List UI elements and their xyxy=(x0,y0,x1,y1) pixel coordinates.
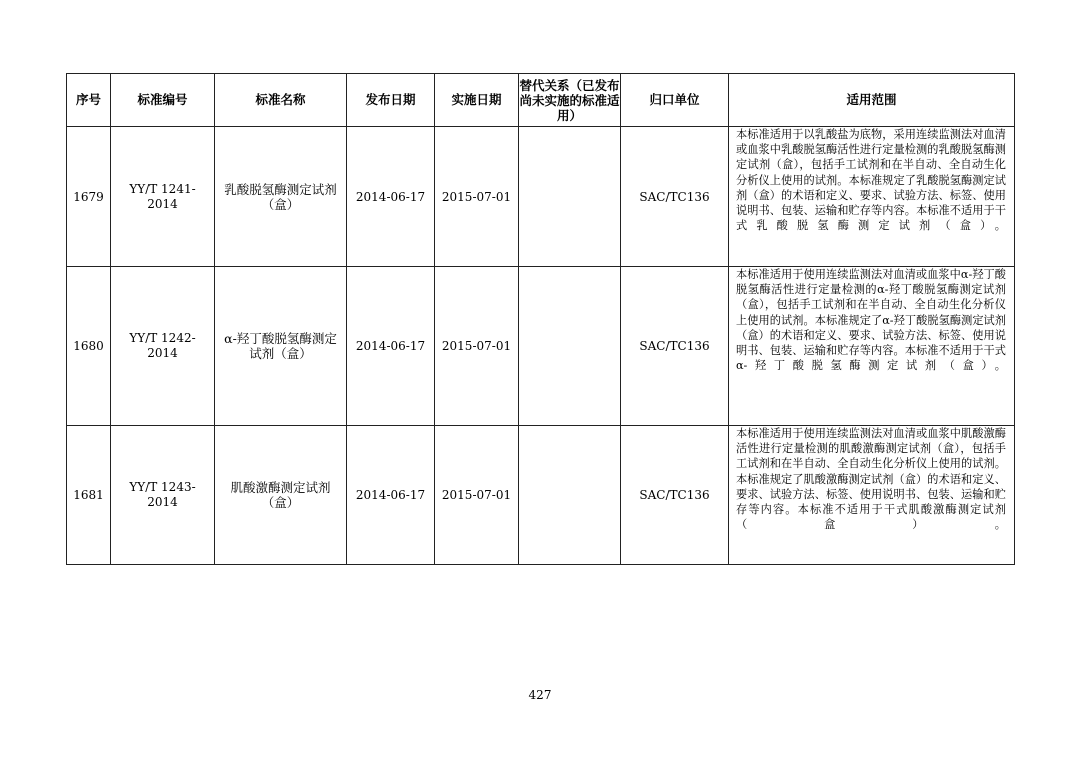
cell-seq: 1679 xyxy=(67,127,111,267)
cell-code: YY/T 1242-2014 xyxy=(111,267,215,426)
cell-scope: 本标准适用于使用连续监测法对血清或血浆中α-羟丁酸脱氢酶活性进行定量检测的α-羟丁酸脱氢酶测定试剂（盒），包括手工试剂和在半自动、全自动生化分析仪上使用的试剂。本标准规定了α-羟丁酸脱氢酶测定试剂（盒）的术语和定义、要求、试验方法、标签、使用说明书、包装、运输和贮存等内容。本标准不适用于干式α-羟丁酸脱氢酶测定试剂（盒）。 xyxy=(729,267,1015,426)
header-release-date: 发布日期 xyxy=(347,74,435,127)
cell-seq: 1680 xyxy=(67,267,111,426)
cell-name: 肌酸激酶测定试剂（盒） xyxy=(215,426,347,565)
cell-implement-date: 2015-07-01 xyxy=(435,426,519,565)
cell-unit: SAC/TC136 xyxy=(621,267,729,426)
header-scope: 适用范围 xyxy=(729,74,1015,127)
cell-seq: 1681 xyxy=(67,426,111,565)
header-unit: 归口单位 xyxy=(621,74,729,127)
cell-release-date: 2014-06-17 xyxy=(347,426,435,565)
header-name: 标准名称 xyxy=(215,74,347,127)
page-number: 427 xyxy=(528,688,552,702)
table-header-row xyxy=(67,74,1015,127)
cell-name: 乳酸脱氢酶测定试剂（盒） xyxy=(215,127,347,267)
header-replace: 替代关系（已发布尚未实施的标准适用） xyxy=(519,74,621,127)
cell-implement-date: 2015-07-01 xyxy=(435,127,519,267)
cell-replace xyxy=(519,426,621,565)
cell-unit: SAC/TC136 xyxy=(621,426,729,565)
cell-replace xyxy=(519,267,621,426)
header-implement-date: 实施日期 xyxy=(435,74,519,127)
table-row xyxy=(67,267,1015,426)
cell-name: α-羟丁酸脱氢酶测定试剂（盒） xyxy=(215,267,347,426)
standards-table xyxy=(66,73,1015,565)
cell-release-date: 2014-06-17 xyxy=(347,267,435,426)
table-row xyxy=(67,426,1015,565)
cell-scope: 本标准适用于使用连续监测法对血清或血浆中肌酸激酶活性进行定量检测的肌酸激酶测定试剂（盒），包括手工试剂和在半自动、全自动生化分析仪上使用的试剂。本标准规定了肌酸激酶测定试剂（盒）的术语和定义、要求、试验方法、标签、使用说明书、包装、运输和贮存等内容。本标准不适用于干式肌酸激酶测定试剂（盒）。 xyxy=(729,426,1015,565)
header-code: 标准编号 xyxy=(111,74,215,127)
cell-replace xyxy=(519,127,621,267)
cell-unit: SAC/TC136 xyxy=(621,127,729,267)
header-seq: 序号 xyxy=(67,74,111,127)
cell-code: YY/T 1243-2014 xyxy=(111,426,215,565)
cell-release-date: 2014-06-17 xyxy=(347,127,435,267)
table-row xyxy=(67,127,1015,267)
cell-scope: 本标准适用于以乳酸盐为底物，采用连续监测法对血清或血浆中乳酸脱氢酶活性进行定量检测的乳酸脱氢酶测定试剂（盒），包括手工试剂和在半自动、全自动生化分析仪上使用的试剂。本标准规定了乳酸脱氢酶测定试剂（盒）的术语和定义、要求、试验方法、标签、使用说明书、包装、运输和贮存等内容。本标准不适用于干式乳酸脱氢酶测定试剂（盒）。 xyxy=(729,127,1015,267)
cell-code: YY/T 1241-2014 xyxy=(111,127,215,267)
cell-implement-date: 2015-07-01 xyxy=(435,267,519,426)
